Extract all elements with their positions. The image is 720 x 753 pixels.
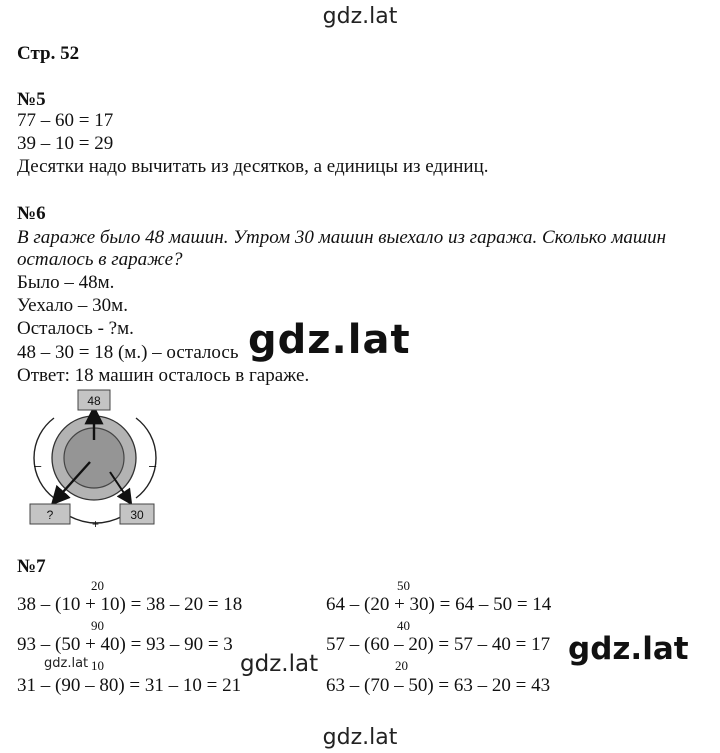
task7-right-3-above: 20: [395, 658, 408, 673]
watermark-big-center: gdz.lat: [248, 317, 411, 363]
task5-number: №5: [17, 89, 46, 110]
task7-left-2-above: 90: [91, 618, 104, 633]
task7-right-1-above: 50: [397, 578, 410, 593]
minus-right-sign: –: [149, 458, 157, 473]
task6-number: №6: [17, 203, 46, 224]
task7-right-2-above: 40: [397, 618, 410, 633]
top-box-label: 48: [87, 394, 101, 408]
plus-bottom-sign: +: [92, 517, 100, 530]
task6-given-1: Было – 48м.: [17, 272, 115, 293]
page-label: Стр. 52: [17, 43, 80, 64]
task7-left-2-expr: 93 – (50 + 40) = 93 – 90 = 3: [17, 634, 233, 655]
task5-explanation: Десятки надо вычитать из десятков, а единицы из единиц.: [17, 156, 489, 177]
watermark-bottom: gdz.lat: [322, 725, 398, 750]
task7-left-1-above: 20: [91, 578, 104, 593]
garage-diagram: [24, 388, 164, 530]
watermark-small: gdz.lat: [44, 656, 89, 671]
task5-line-1: 77 – 60 = 17: [17, 110, 114, 131]
watermark-big-right: gdz.lat: [568, 631, 689, 667]
task7-left-3-expr: 31 – (90 – 80) = 31 – 10 = 21: [17, 675, 242, 696]
task7-right-1-expr: 64 – (20 + 30) = 64 – 50 = 14: [326, 594, 552, 615]
left-box-label: ?: [46, 508, 54, 522]
right-box-label: 30: [130, 508, 144, 522]
task7-number: №7: [17, 556, 46, 577]
watermark-top: gdz.lat: [322, 4, 398, 29]
task7-left-3-above: 10: [91, 658, 104, 673]
task7-left-1-expr: 38 – (10 + 10) = 38 – 20 = 18: [17, 594, 243, 615]
task5-line-2: 39 – 10 = 29: [17, 133, 114, 154]
watermark-mid: gdz.lat: [240, 651, 319, 677]
task6-given-2: Уехало – 30м.: [17, 295, 128, 316]
task6-answer: Ответ: 18 машин осталось в гараже.: [17, 365, 310, 386]
task7-right-3-expr: 63 – (70 – 50) = 63 – 20 = 43: [326, 675, 551, 696]
minus-left-sign: –: [34, 458, 42, 473]
task7-right-2-expr: 57 – (60 – 20) = 57 – 40 = 17: [326, 634, 551, 655]
task6-given-3: Осталось - ?м.: [17, 318, 134, 339]
task6-problem-line-2: осталось в гараже?: [17, 249, 183, 270]
task6-solution: 48 – 30 = 18 (м.) – осталось: [17, 342, 239, 363]
task6-problem-line-1: В гараже было 48 машин. Утром 30 машин выехало из гаража. Сколько машин: [17, 227, 667, 248]
